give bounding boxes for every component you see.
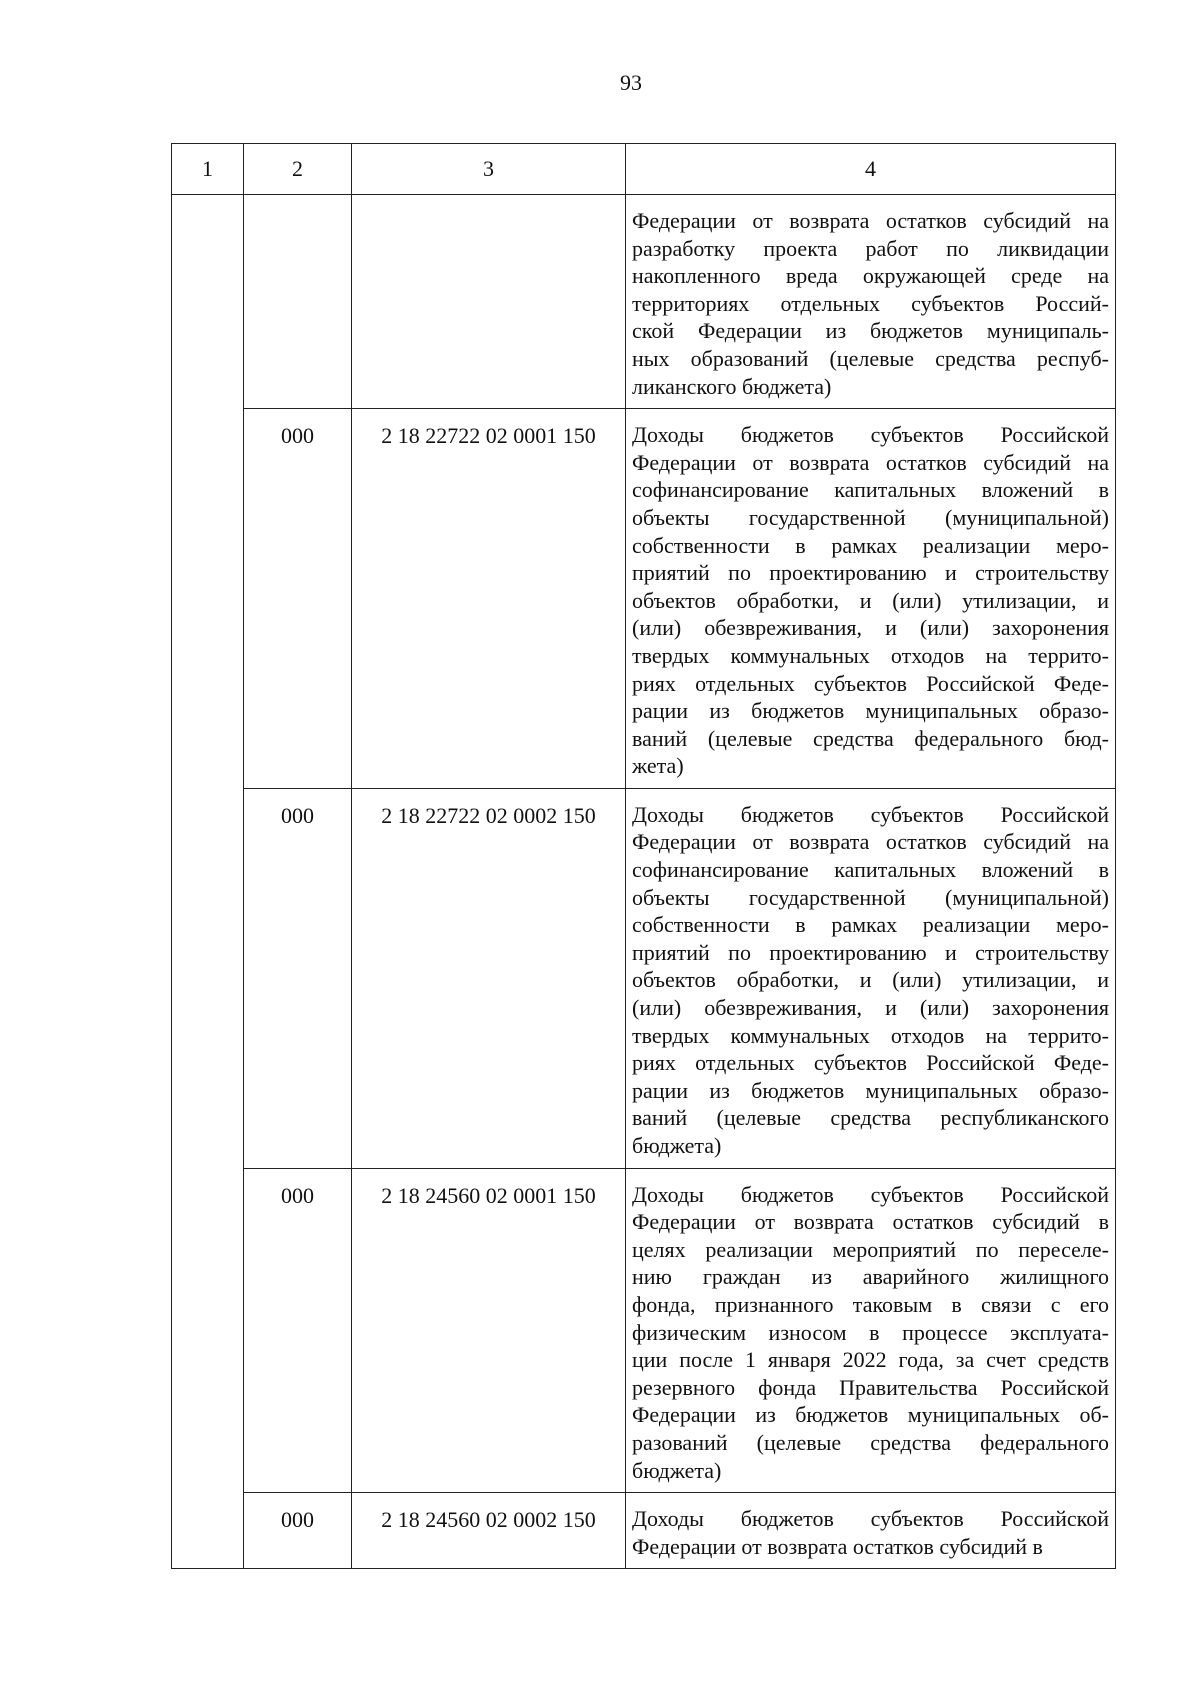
description-line: объекты государственной (муниципальной) xyxy=(632,884,1109,910)
description-line: Федерации от возврата остатков субсидий на xyxy=(632,829,1109,855)
description-line: ции после 1 января 2022 года, за счет средств xyxy=(632,1347,1109,1373)
description-line: софинансирование капитальных вложений в xyxy=(632,857,1109,883)
description-line: бюджета) xyxy=(632,1457,722,1483)
description-line: Федерации от возврата остатков субсидий в xyxy=(632,1533,1043,1559)
table-row xyxy=(172,195,1116,409)
table-body xyxy=(172,195,1116,1569)
description-line: Доходы бюджетов субъектов Российской xyxy=(632,801,1109,827)
description-cell xyxy=(626,1168,1116,1493)
description-cell xyxy=(626,409,1116,789)
description-line: твердых коммунальных отходов на террито- xyxy=(632,1022,1109,1048)
description-line: Доходы бюджетов субъектов Российской xyxy=(632,1181,1109,1207)
description-line: Федерации из бюджетов муниципальных об- xyxy=(632,1402,1109,1428)
description-line: Федерации от возврата остатков субсидий на xyxy=(632,449,1109,475)
description-line: ской Федерации из бюджетов муниципаль- xyxy=(632,318,1109,344)
budget-code-cell: 2 18 24560 02 0001 150 xyxy=(352,1168,626,1493)
budget-codes-table xyxy=(171,143,1116,1569)
description-line: ваний (целевые средства республиканского xyxy=(632,1105,1109,1131)
description-line: объекты государственной (муниципальной) xyxy=(632,504,1109,530)
budget-code-cell xyxy=(352,195,626,409)
table-header-row xyxy=(172,144,1116,195)
description-line: фонда, признанного таковым в связи с его xyxy=(632,1291,1109,1317)
description-line: рации из бюджетов муниципальных образо- xyxy=(632,1077,1109,1103)
table-row xyxy=(172,788,1116,1168)
description-line: ликанского бюджета) xyxy=(632,373,832,399)
description-line: физическим износом в процессе эксплуата- xyxy=(632,1319,1109,1345)
admin-code-cell: 000 xyxy=(244,409,352,789)
description-line: собственности в рамках реализации меро- xyxy=(632,912,1109,938)
header-col-3: 3 xyxy=(352,144,626,195)
table-row xyxy=(172,409,1116,789)
description-line: разований (целевые средства федерального xyxy=(632,1429,1109,1455)
description-line: объектов обработки, и (или) утилизации, и xyxy=(632,587,1109,613)
description-line: приятий по проектированию и строительству xyxy=(632,939,1109,965)
description-line: риях отдельных субъектов Российской Феде- xyxy=(632,670,1109,696)
description-line: Федерации от возврата остатков субсидий на xyxy=(632,208,1109,233)
description-line: приятий по проектированию и строительству xyxy=(632,560,1109,586)
description-cell xyxy=(626,195,1116,409)
admin-code-cell: 000 xyxy=(244,1168,352,1493)
description-line: ваний (целевые средства федерального бюд- xyxy=(632,725,1109,751)
description-line: (или) обезвреживания, и (или) захоронения xyxy=(632,615,1109,641)
budget-code-cell: 2 18 22722 02 0001 150 xyxy=(352,409,626,789)
description-cell xyxy=(626,1493,1116,1569)
description-line: Доходы бюджетов субъектов Российской xyxy=(632,422,1109,448)
table-row xyxy=(172,1493,1116,1569)
description-line: целях реализации мероприятий по переселе- xyxy=(632,1236,1109,1262)
description-line: софинансирование капитальных вложений в xyxy=(632,477,1109,503)
description-line: бюджета) xyxy=(632,1133,722,1158)
header-col-1: 1 xyxy=(172,144,244,195)
col-1-merged-cell xyxy=(172,195,244,1569)
description-line: Доходы бюджетов субъектов Российской xyxy=(632,1506,1109,1532)
description-line: (или) обезвреживания, и (или) захоронения xyxy=(632,995,1109,1021)
description-line: территориях отдельных субъектов Россий- xyxy=(632,290,1109,316)
description-line: жета) xyxy=(632,753,684,779)
description-line: твердых коммунальных отходов на террито- xyxy=(632,642,1109,668)
description-line: разработку проекта работ по ликвидации xyxy=(632,235,1109,261)
table-row xyxy=(172,1168,1116,1493)
page-number: 93 xyxy=(620,70,642,95)
admin-code-cell: 000 xyxy=(244,1493,352,1569)
header-col-2: 2 xyxy=(244,144,352,195)
description-line: рации из бюджетов муниципальных образо- xyxy=(632,698,1109,724)
header-col-4: 4 xyxy=(626,144,1116,195)
description-line: ных образований (целевые средства респуб- xyxy=(632,345,1109,371)
description-line: объектов обработки, и (или) утилизации, и xyxy=(632,967,1109,993)
description-line: нию граждан из аварийного жилищного xyxy=(632,1264,1109,1290)
description-line: Федерации от возврата остатков субсидий в xyxy=(632,1209,1109,1235)
budget-code-cell: 2 18 24560 02 0002 150 xyxy=(352,1493,626,1569)
description-line: риях отдельных субъектов Российской Феде- xyxy=(632,1050,1109,1076)
admin-code-cell xyxy=(244,195,352,409)
description-line: собственности в рамках реализации меро- xyxy=(632,532,1109,558)
budget-code-cell: 2 18 22722 02 0002 150 xyxy=(352,788,626,1168)
description-line: резервного фонда Правительства Российской xyxy=(632,1374,1109,1400)
admin-code-cell: 000 xyxy=(244,788,352,1168)
description-cell xyxy=(626,788,1116,1168)
description-line: накопленного вреда окружающей среде на xyxy=(632,263,1109,289)
